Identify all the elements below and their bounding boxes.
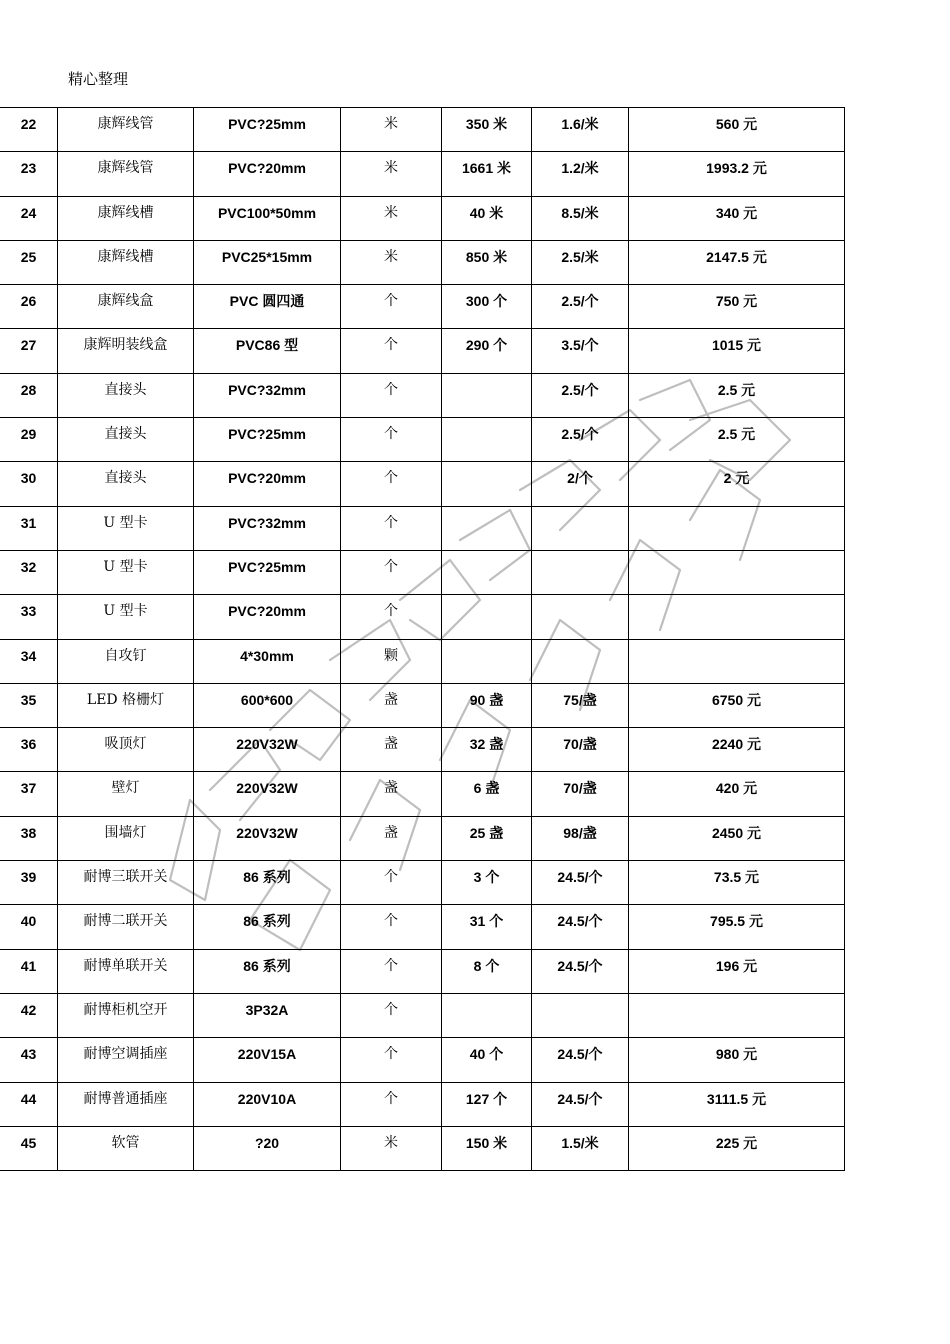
row-number: 41 [0,949,58,993]
item-quantity: 1661 米 [442,152,532,196]
item-unit: 个 [341,993,442,1037]
table-row [0,329,845,373]
item-total [629,595,845,639]
item-total: 196 元 [629,949,845,993]
item-unit-price: 2.5/个 [532,418,629,462]
item-name: 耐博二联开关 [58,905,194,949]
item-name: 康辉明装线盒 [58,329,194,373]
item-name: U 型卡 [58,506,194,550]
table-row [0,1082,845,1126]
item-spec: 220V10A [194,1082,341,1126]
item-quantity: 350 米 [442,108,532,152]
item-spec: 86 系列 [194,949,341,993]
item-quantity: 6 盏 [442,772,532,816]
item-total: 225 元 [629,1126,845,1170]
table-row [0,639,845,683]
item-unit-price: 24.5/个 [532,1038,629,1082]
item-name: 软管 [58,1126,194,1170]
item-unit-price [532,993,629,1037]
item-spec: 600*600 [194,683,341,727]
table-row [0,595,845,639]
item-name: 康辉线槽 [58,240,194,284]
item-unit: 个 [341,506,442,550]
row-number: 22 [0,108,58,152]
item-unit: 盏 [341,728,442,772]
item-unit: 个 [341,1038,442,1082]
table-row [0,285,845,329]
item-total: 420 元 [629,772,845,816]
item-unit: 个 [341,905,442,949]
item-total: 340 元 [629,196,845,240]
item-name: 耐博柜机空开 [58,993,194,1037]
item-spec: PVC?25mm [194,108,341,152]
table-row [0,152,845,196]
item-total [629,639,845,683]
item-name: 壁灯 [58,772,194,816]
item-quantity: 25 盏 [442,816,532,860]
item-name: 直接头 [58,373,194,417]
item-quantity [442,462,532,506]
item-name: U 型卡 [58,595,194,639]
item-spec: PVC100*50mm [194,196,341,240]
item-total: 2147.5 元 [629,240,845,284]
table-row [0,993,845,1037]
item-spec: 4*30mm [194,639,341,683]
item-total: 2450 元 [629,816,845,860]
item-total [629,506,845,550]
row-number: 25 [0,240,58,284]
item-name: 耐博三联开关 [58,861,194,905]
table-row [0,816,845,860]
table-row [0,1038,845,1082]
item-quantity: 300 个 [442,285,532,329]
item-quantity: 127 个 [442,1082,532,1126]
item-name: 康辉线盒 [58,285,194,329]
item-unit: 个 [341,595,442,639]
row-number: 36 [0,728,58,772]
row-number: 40 [0,905,58,949]
item-unit: 个 [341,418,442,462]
item-unit-price: 70/盏 [532,728,629,772]
row-number: 32 [0,550,58,594]
item-unit: 个 [341,462,442,506]
item-unit: 个 [341,1082,442,1126]
item-unit: 米 [341,196,442,240]
item-total: 2 元 [629,462,845,506]
item-unit: 个 [341,861,442,905]
item-spec: 86 系列 [194,861,341,905]
table-row [0,462,845,506]
item-unit-price: 24.5/个 [532,905,629,949]
item-total [629,993,845,1037]
item-unit: 个 [341,373,442,417]
item-name: 耐博普通插座 [58,1082,194,1126]
item-unit: 盏 [341,683,442,727]
item-quantity: 150 米 [442,1126,532,1170]
item-total: 980 元 [629,1038,845,1082]
item-name: 耐博空调插座 [58,1038,194,1082]
item-quantity: 3 个 [442,861,532,905]
row-number: 27 [0,329,58,373]
item-unit-price: 24.5/个 [532,949,629,993]
item-unit: 米 [341,240,442,284]
item-unit-price: 2.5/米 [532,240,629,284]
item-unit: 颗 [341,639,442,683]
item-spec: 3P32A [194,993,341,1037]
item-unit: 个 [341,949,442,993]
item-unit-price [532,550,629,594]
item-quantity [442,595,532,639]
item-quantity [442,639,532,683]
row-number: 31 [0,506,58,550]
table-row [0,196,845,240]
item-quantity: 32 盏 [442,728,532,772]
item-quantity [442,506,532,550]
item-unit: 米 [341,108,442,152]
materials-table [0,107,845,1171]
item-total: 2.5 元 [629,373,845,417]
item-unit-price: 75/盏 [532,683,629,727]
item-quantity: 40 米 [442,196,532,240]
item-spec: PVC?20mm [194,595,341,639]
item-name: 耐博单联开关 [58,949,194,993]
item-name: 直接头 [58,462,194,506]
item-unit-price: 1.2/米 [532,152,629,196]
item-quantity: 90 盏 [442,683,532,727]
item-total [629,550,845,594]
item-unit: 个 [341,550,442,594]
item-spec: PVC?20mm [194,152,341,196]
item-name: 康辉线槽 [58,196,194,240]
page-header-text: 精心整理 [68,70,129,88]
item-unit: 米 [341,152,442,196]
table-row [0,108,845,152]
row-number: 33 [0,595,58,639]
row-number: 44 [0,1082,58,1126]
item-unit-price: 2/个 [532,462,629,506]
item-spec: PVC?20mm [194,462,341,506]
table-row [0,905,845,949]
item-name: 直接头 [58,418,194,462]
item-unit: 米 [341,1126,442,1170]
item-spec: PVC?25mm [194,550,341,594]
item-unit-price [532,639,629,683]
item-name: LED 格栅灯 [58,683,194,727]
item-unit-price: 24.5/个 [532,861,629,905]
row-number: 26 [0,285,58,329]
item-unit-price: 1.5/米 [532,1126,629,1170]
item-total: 3111.5 元 [629,1082,845,1126]
item-unit: 个 [341,285,442,329]
item-spec: 220V15A [194,1038,341,1082]
item-total: 750 元 [629,285,845,329]
item-total: 795.5 元 [629,905,845,949]
table-row [0,861,845,905]
item-name: 自攻钉 [58,639,194,683]
table-row [0,418,845,462]
table-row [0,683,845,727]
item-name: 围墙灯 [58,816,194,860]
table-row [0,949,845,993]
item-total: 2240 元 [629,728,845,772]
item-spec: 220V32W [194,772,341,816]
item-spec: 220V32W [194,728,341,772]
item-unit: 个 [341,329,442,373]
item-spec: PVC25*15mm [194,240,341,284]
item-spec: PVC?25mm [194,418,341,462]
item-total: 2.5 元 [629,418,845,462]
item-spec: 86 系列 [194,905,341,949]
row-number: 28 [0,373,58,417]
item-name: 康辉线管 [58,152,194,196]
item-total: 560 元 [629,108,845,152]
item-unit-price: 70/盏 [532,772,629,816]
table-row [0,506,845,550]
table-row [0,240,845,284]
table-row [0,550,845,594]
row-number: 29 [0,418,58,462]
row-number: 24 [0,196,58,240]
item-total: 6750 元 [629,683,845,727]
item-spec: PVC?32mm [194,373,341,417]
item-quantity: 31 个 [442,905,532,949]
row-number: 37 [0,772,58,816]
item-unit-price: 2.5/个 [532,373,629,417]
item-spec: 220V32W [194,816,341,860]
item-unit-price [532,506,629,550]
item-spec: PVC 圆四通 [194,285,341,329]
item-unit-price: 8.5/米 [532,196,629,240]
row-number: 42 [0,993,58,1037]
item-total: 1993.2 元 [629,152,845,196]
item-unit: 盏 [341,816,442,860]
item-quantity [442,993,532,1037]
row-number: 43 [0,1038,58,1082]
item-quantity [442,373,532,417]
item-quantity [442,418,532,462]
row-number: 39 [0,861,58,905]
row-number: 23 [0,152,58,196]
row-number: 34 [0,639,58,683]
item-quantity: 40 个 [442,1038,532,1082]
table-row [0,772,845,816]
row-number: 35 [0,683,58,727]
item-unit-price: 2.5/个 [532,285,629,329]
item-quantity: 8 个 [442,949,532,993]
item-spec: ?20 [194,1126,341,1170]
item-unit-price: 3.5/个 [532,329,629,373]
item-spec: PVC86 型 [194,329,341,373]
row-number: 45 [0,1126,58,1170]
item-name: 吸顶灯 [58,728,194,772]
item-quantity: 290 个 [442,329,532,373]
item-total: 1015 元 [629,329,845,373]
table-row [0,728,845,772]
item-quantity: 850 米 [442,240,532,284]
item-unit-price: 24.5/个 [532,1082,629,1126]
item-name: U 型卡 [58,550,194,594]
item-name: 康辉线管 [58,108,194,152]
item-unit-price [532,595,629,639]
row-number: 38 [0,816,58,860]
table-row [0,373,845,417]
row-number: 30 [0,462,58,506]
item-spec: PVC?32mm [194,506,341,550]
item-quantity [442,550,532,594]
item-unit-price: 1.6/米 [532,108,629,152]
table-row [0,1126,845,1170]
item-unit-price: 98/盏 [532,816,629,860]
item-unit: 盏 [341,772,442,816]
item-total: 73.5 元 [629,861,845,905]
